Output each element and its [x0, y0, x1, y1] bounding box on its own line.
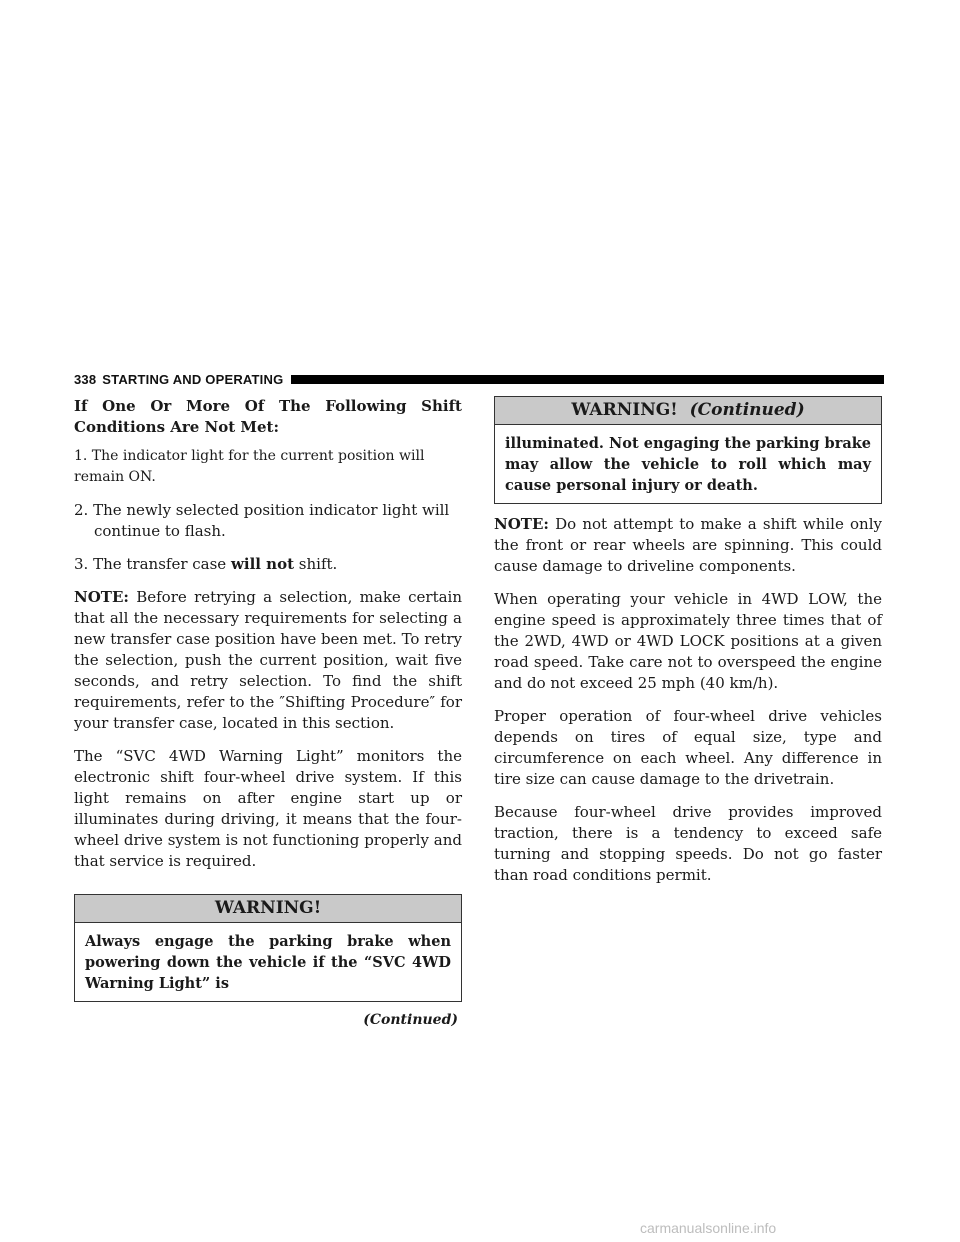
- paragraph-4wd-low: When operating your vehicle in 4WD LOW, the engine speed is approximately three times that of the 2WD, 4WD or 4WD LOCK positions at a given road speed. Take care not to overspeed the engine and do not exceed 25 mph (40 km/h).: [494, 590, 882, 692]
- list-item-2: 2. The newly selected position indicator light will continue to flash.: [74, 501, 450, 540]
- watermark: carmanualsonline.info: [640, 1220, 777, 1236]
- warning-box: [74, 894, 462, 1002]
- right-column: [494, 396, 882, 898]
- page-number: 338: [74, 371, 97, 387]
- header-rule: [291, 375, 884, 384]
- warning-light-paragraph: The “SVC 4WD Warning Light” monitors the electronic shift four-wheel drive system. If this light remains on after engine start up or illuminates during driving, it means that the four-wheel drive system is not functioning properly and that service is required.: [74, 747, 462, 870]
- note-label: NOTE:: [74, 588, 129, 606]
- paragraph-traction: Because four-wheel drive provides improved traction, there is a tendency to exceed safe turning and stopping speeds. Do not go faster than road conditions permit.: [494, 803, 882, 884]
- warning-title-continued: [495, 397, 881, 425]
- conditions-heading: If One Or More Of The Following Shift Conditions Are Not Met:: [74, 397, 462, 436]
- paragraph-tires: Proper operation of four-wheel drive vehicles depends on tires of equal size, type and circumference on each wheel. Any difference in tire size can cause damage to the drivetrain.: [494, 707, 882, 788]
- list-item-1: 1. The indicator light for the current position will remain ON.: [74, 448, 425, 485]
- note-paragraph: [74, 587, 462, 734]
- note-paragraph-2: [494, 514, 882, 577]
- warning-body-continued: illuminated. Not engaging the parking brake may allow the vehicle to roll which may cause personal injury or death.: [505, 435, 871, 494]
- list-item-3: [74, 554, 462, 575]
- page-header: [74, 370, 884, 388]
- note-text-2: Do not attempt to make a shift while only the front or rear wheels are spinning. This could cause damage to driveline components.: [494, 515, 882, 575]
- warning-title-continued-label: (Continued): [689, 400, 805, 420]
- warning-box-continued: [494, 396, 882, 504]
- section-title: STARTING AND OPERATING: [102, 371, 284, 387]
- note-text: Before retrying a selection, make certain that all the necessary requirements for selecting a new transfer case position have been met. To retry the selection, push the current position, wait five seconds, and retry selection. To find the shift requirements, refer to the ″Shifting Procedure″ for your transfer case, located in this section.: [74, 588, 462, 732]
- list-item-3-prefix: 3. The transfer case: [74, 555, 231, 573]
- left-column: [74, 396, 462, 1028]
- warning-title: WARNING!: [75, 895, 461, 923]
- warning-title-text: WARNING!: [571, 400, 678, 420]
- note-label-2: NOTE:: [494, 515, 549, 533]
- list-item-3-suffix: shift.: [294, 555, 338, 573]
- list-item-3-emphasis: will not: [230, 555, 295, 573]
- continued-label: (Continued): [363, 1012, 458, 1028]
- warning-body: Always engage the parking brake when powering down the vehicle if the “SVC 4WD Warning Light” is: [85, 933, 451, 992]
